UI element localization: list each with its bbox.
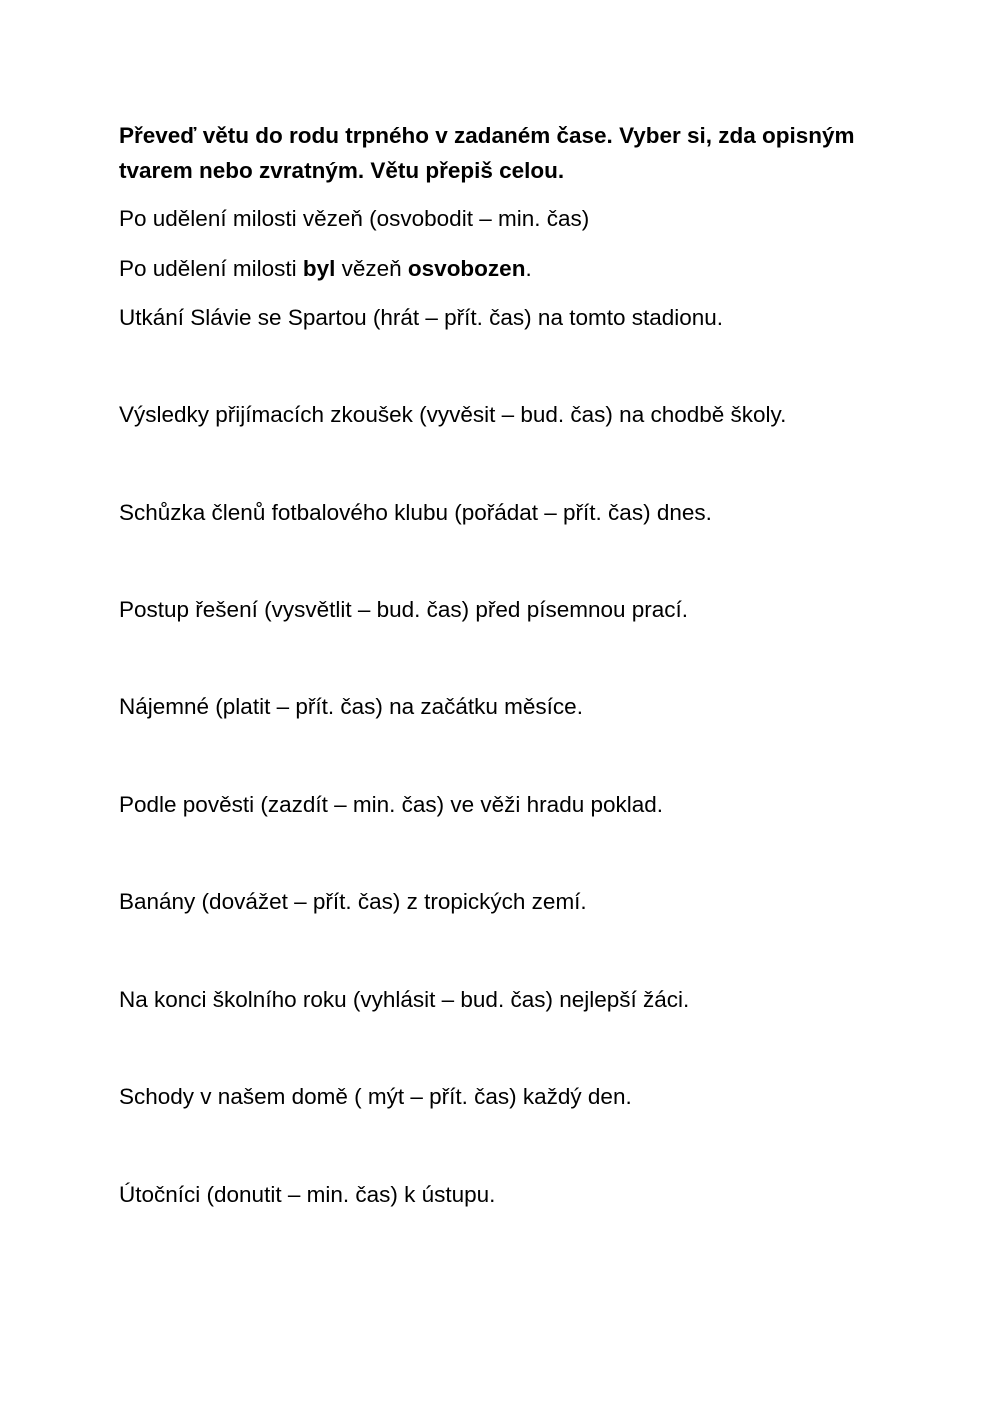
example-answer-text: . [525,256,532,281]
instructions-heading: Převeď větu do rodu trpného v zadaném čase. Vyber si, zda opisným tvarem nebo zvratným. Větu přepiš celou. [119,123,855,183]
exercise-sentence: Na konci školního roku (vyhlásit – bud. čas) nejlepší žáci. [119,987,690,1012]
exercise-sentence: Utkání Slávie se Spartou (hrát – přít. čas) na tomto stadionu. [119,305,724,330]
exercise-sentence: Schody v našem domě ( mýt – přít. čas) každý den. [119,1084,632,1109]
example-answer [119,254,532,284]
exercise-sentence: Útočníci (donutit – min. čas) k ústupu. [119,1182,496,1207]
exercise-sentence: Postup řešení (vysvětlit – bud. čas) před písemnou prací. [119,597,689,622]
example-answer-text: Po udělení milosti [119,256,303,281]
example-answer-text: vězeň [335,256,408,281]
exercise-sentence: Banány (dovážet – přít. čas) z tropických zemí. [119,889,587,914]
exercise-sentence: Nájemné (platit – přít. čas) na začátku měsíce. [119,694,583,719]
example-answer-bold-verb: byl [302,256,336,281]
exercise-sentence: Schůzka členů fotbalového klubu (pořádat – přít. čas) dnes. [119,500,712,525]
exercise-sentence: Podle pověsti (zazdít – min. čas) ve věži hradu poklad. [119,792,664,817]
exercise-sentence: Výsledky přijímacích zkoušek (vyvěsit – bud. čas) na chodbě školy. [119,402,787,427]
example-sentence: Po udělení milosti vězeň (osvobodit – min. čas) [119,206,590,231]
example-answer-bold-participle: osvobozen [407,256,526,281]
